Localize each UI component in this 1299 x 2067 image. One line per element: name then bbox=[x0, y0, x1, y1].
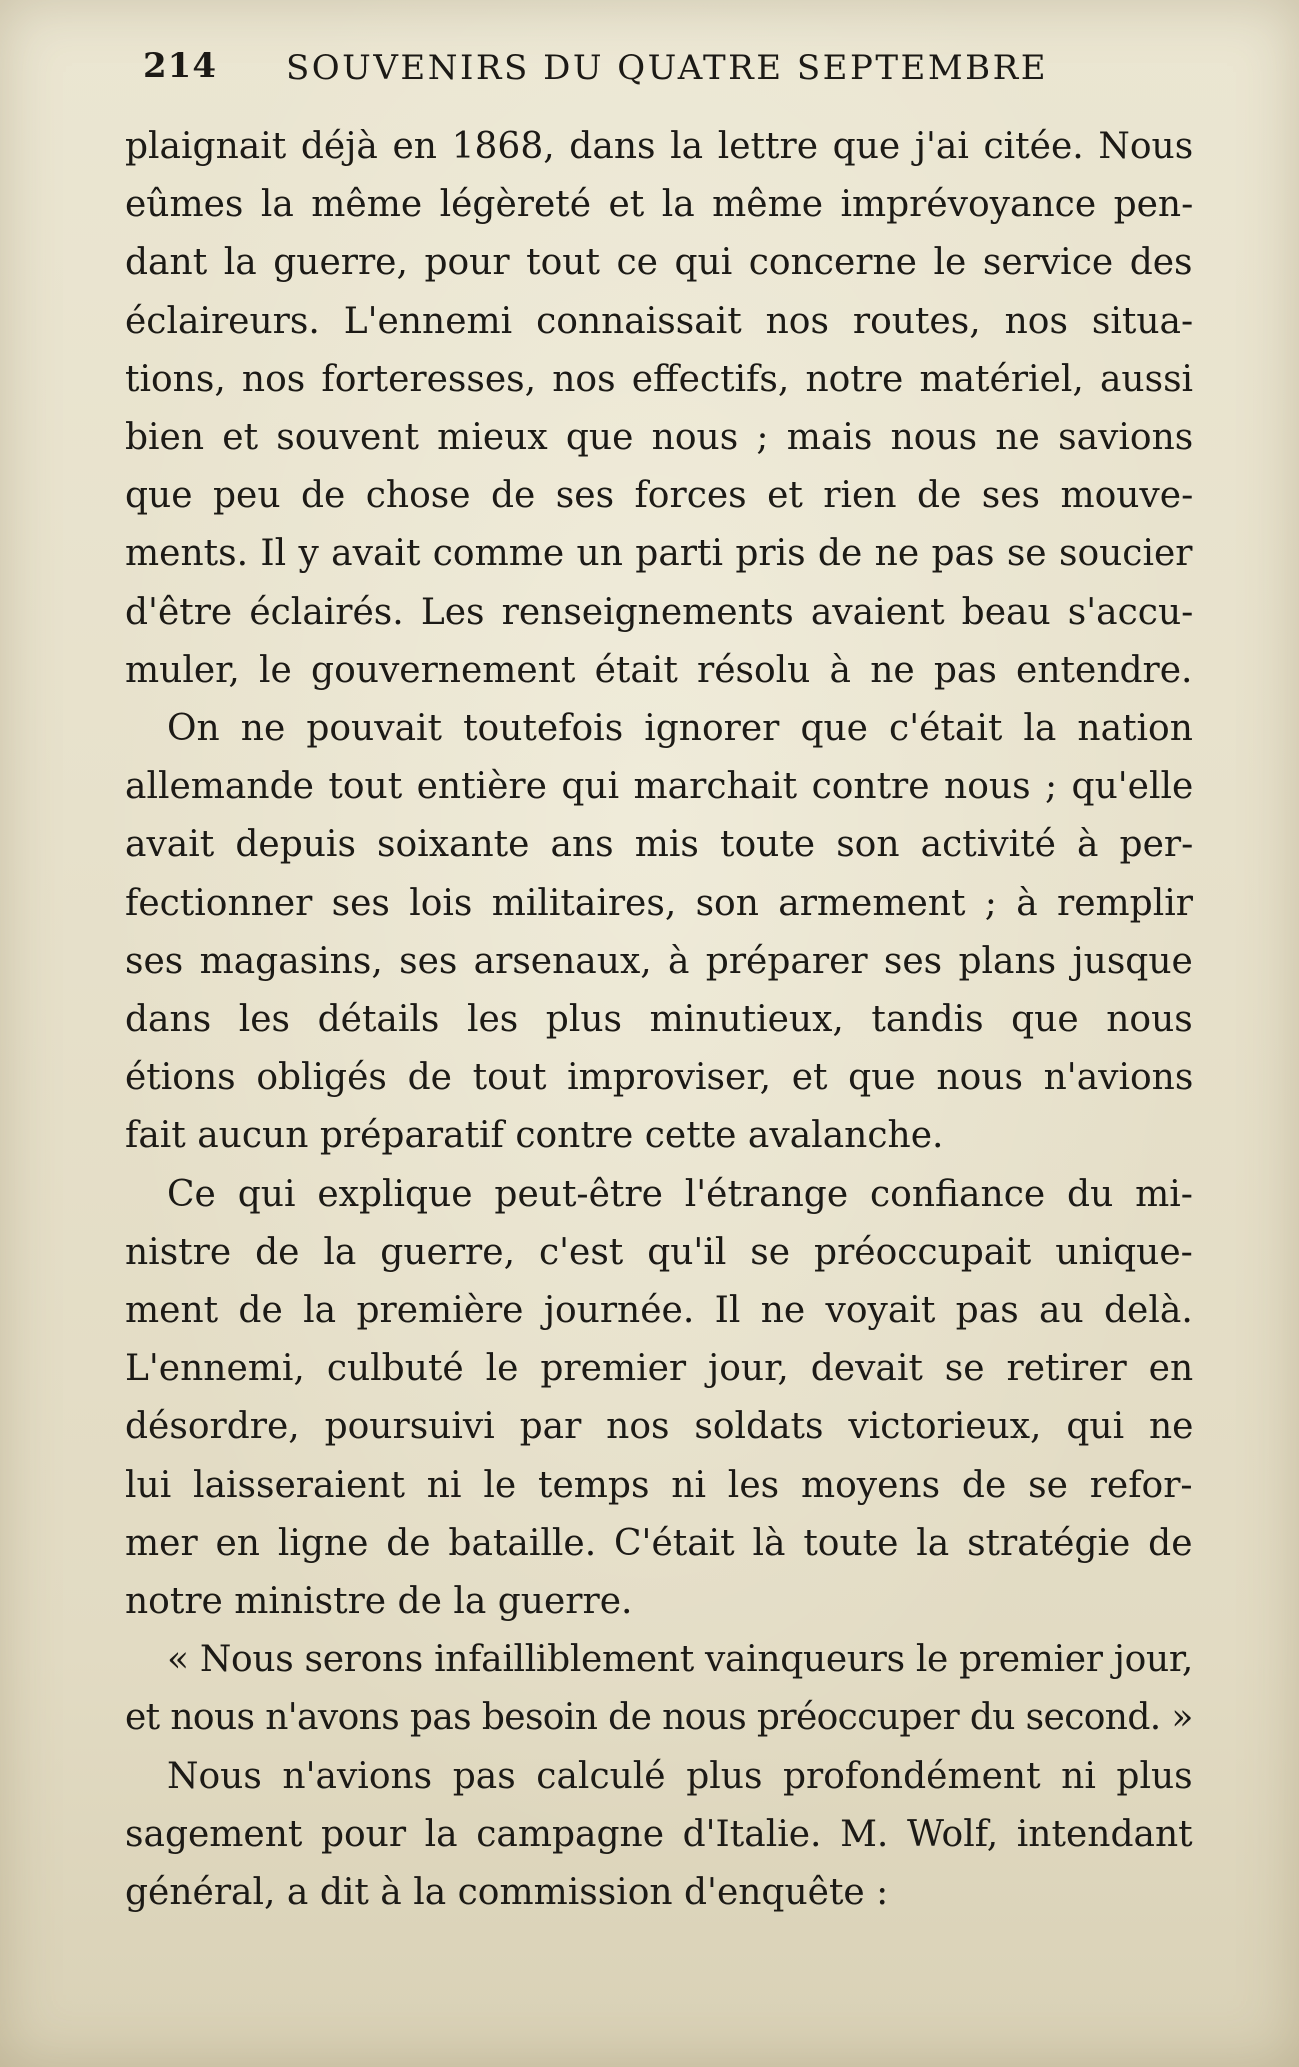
paragraph bbox=[125, 1631, 1193, 1747]
paragraph bbox=[125, 118, 1193, 700]
paragraph bbox=[125, 700, 1193, 1166]
paragraph bbox=[125, 1166, 1193, 1632]
paragraph bbox=[125, 1748, 1193, 1923]
text-line: mer en ligne de bataille. C'était là toute la stratégie de bbox=[125, 1522, 1193, 1564]
text-line: Nous n'avions pas calculé plus profondément ni plus bbox=[167, 1755, 1193, 1797]
text-line: plaignait déjà en 1868, dans la lettre que j'ai citée. Nous bbox=[125, 126, 1194, 167]
text-line: fectionner ses lois militaires, son armement ; à remplir bbox=[125, 882, 1193, 924]
text-line: et nous n'avons pas besoin de nous préoccuper du second. » bbox=[125, 1697, 1193, 1739]
text-line: dant la guerre, pour tout ce qui concerne le service des bbox=[125, 242, 1193, 284]
text-line: allemande tout entière qui marchait contre nous ; qu'elle bbox=[125, 766, 1194, 808]
text-line: général, a dit à la commission d'enquête : bbox=[125, 1872, 889, 1914]
text-line: tions, nos forteresses, nos effectifs, notre matériel, aussi bbox=[125, 358, 1194, 400]
running-title: SOUVENIRS DU QUATRE SEPTEMBRE bbox=[286, 48, 1049, 88]
text-line: Ce qui explique peut-être l'étrange confiance du mi- bbox=[167, 1173, 1193, 1215]
text-line: désordre, poursuivi par nos soldats victorieux, qui ne bbox=[125, 1406, 1194, 1448]
text-line: ses magasins, ses arsenaux, à préparer ses plans jusque bbox=[125, 940, 1193, 982]
page-number: 214 bbox=[143, 46, 217, 86]
text-line: On ne pouvait toutefois ignorer que c'était la nation bbox=[167, 708, 1193, 750]
body-text bbox=[125, 118, 1193, 1922]
text-line: ments. Il y avait comme un parti pris de ne pas se soucier bbox=[125, 533, 1193, 575]
text-line: sagement pour la campagne d'Italie. M. Wolf, intendant bbox=[125, 1813, 1193, 1855]
text-line: muler, le gouvernement était résolu à ne pas entendre. bbox=[125, 649, 1193, 691]
text-line: lui laisseraient ni le temps ni les moyens de se refor- bbox=[125, 1464, 1193, 1506]
text-line: d'être éclairés. Les renseignements avaient beau s'accu- bbox=[125, 591, 1194, 633]
text-line: bien et souvent mieux que nous ; mais nous ne savions bbox=[125, 417, 1194, 459]
text-line: que peu de chose de ses forces et rien de ses mouve- bbox=[125, 475, 1194, 517]
text-line: étions obligés de tout improviser, et que nous n'avions bbox=[125, 1057, 1194, 1099]
text-line: nistre de la guerre, c'est qu'il se préoccupait unique- bbox=[125, 1231, 1193, 1273]
text-line: dans les détails les plus minutieux, tandis que nous bbox=[125, 999, 1193, 1041]
text-line: ment de la première journée. Il ne voyait pas au delà. bbox=[125, 1290, 1193, 1332]
text-line: fait aucun préparatif contre cette avalanche. bbox=[125, 1115, 944, 1157]
text-line: notre ministre de la guerre. bbox=[125, 1581, 633, 1623]
text-line: L'ennemi, culbuté le premier jour, devait se retirer en bbox=[125, 1348, 1194, 1390]
running-head bbox=[128, 46, 1208, 106]
text-line: éclaireurs. L'ennemi connaissait nos routes, nos situa- bbox=[125, 300, 1194, 342]
text-line: « Nous serons infailliblement vainqueurs le premier jour, bbox=[167, 1639, 1193, 1681]
text-line: eûmes la même légèreté et la même imprévoyance pen- bbox=[125, 184, 1194, 226]
text-line: avait depuis soixante ans mis toute son activité à per- bbox=[125, 824, 1194, 866]
